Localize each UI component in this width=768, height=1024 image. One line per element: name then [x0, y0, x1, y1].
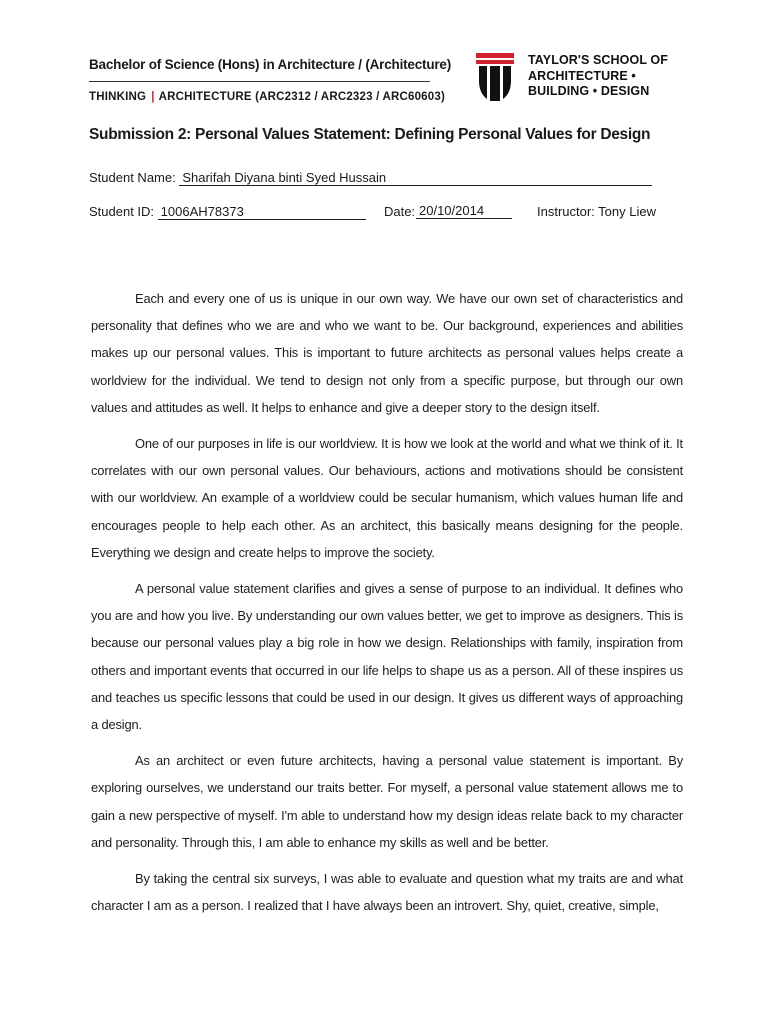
date-label: Date:: [384, 204, 416, 219]
student-id-row: [89, 203, 656, 220]
subtitle-architecture: ARCHITECTURE (ARC2312 / ARC2323 / ARC60603): [158, 91, 445, 103]
student-name-row: [89, 170, 652, 186]
paragraph: Each and every one of us is unique in our own way. We have our own set of characteristics and personality that defines who we are and who we want to be. Our background, experiences and abilities makes up our personal values. This is important to future architects as personal values helps create a worldview for the individual. We tend to design not only from a specific purpose, but through our own values and attitudes as well. It helps to enhance and give a deeper story to the design itself.: [91, 291, 683, 415]
course-subtitle: [89, 91, 445, 103]
header-divider: [89, 81, 430, 82]
subtitle-separator: |: [151, 91, 155, 103]
paragraph: One of our purposes in life is our worldview. It is how we look at the world and what we think of it. It correlates with our own personal values. Our behaviours, actions and motivations should be consistent with our worldview. An example of a worldview could be secular humanism, which values human life and encourages people to help each other. As an architect, this basically means designing for the people. Everything we design and create helps to improve the society.: [91, 436, 683, 560]
student-id-value: 1006AH78373: [158, 205, 366, 220]
taylors-logo-mark-icon: [476, 53, 514, 101]
program-title: Bachelor of Science (Hons) in Architecture / (Architecture): [89, 57, 452, 72]
student-name-value: Sharifah Diyana binti Syed Hussain: [179, 171, 652, 186]
student-name-label: Student Name:: [89, 170, 176, 185]
paragraph: A personal value statement clarifies and gives a sense of purpose to an individual. It defines who you are and how you live. By understanding our own values better, we get to improve as designers. This is because our personal values play a big role in how we design. Relationships with family, inspiration from others and important events that occurred in our life helps to shape us as a person. All of these inspires us and teaches us specific lessons that could be used in our design. It gives us different ways of approaching a design.: [91, 581, 683, 733]
school-logo-text: [528, 53, 668, 100]
instructor: Instructor: Tony Liew: [537, 204, 656, 219]
paragraph: As an architect or even future architects, having a personal value statement is important. By exploring ourselves, we understand our traits better. For myself, a personal value statement allows me to gain a new perspective of myself. I'm able to understand how my design ideas relate back to my character and personality. Through this, I am able to enhance my skills as well and be better.: [91, 753, 683, 850]
school-logo: [476, 53, 666, 105]
logo-line-1: TAYLOR'S SCHOOL OF: [528, 53, 668, 67]
subtitle-thinking: THINKING: [89, 91, 147, 103]
statement-body: [91, 285, 683, 928]
paragraph: By taking the central six surveys, I was able to evaluate and question what my traits are and what character I am as a person. I realized that I have always been an introvert. Shy, quiet, creative, simple,: [91, 871, 683, 914]
student-id-label: Student ID:: [89, 204, 155, 219]
logo-line-3: BUILDING • DESIGN: [528, 84, 650, 98]
submission-title: Submission 2: Personal Values Statement: Defining Personal Values for Design: [89, 126, 651, 143]
date-value: 20/10/2014: [416, 204, 512, 219]
logo-line-2: ARCHITECTURE •: [528, 68, 636, 83]
